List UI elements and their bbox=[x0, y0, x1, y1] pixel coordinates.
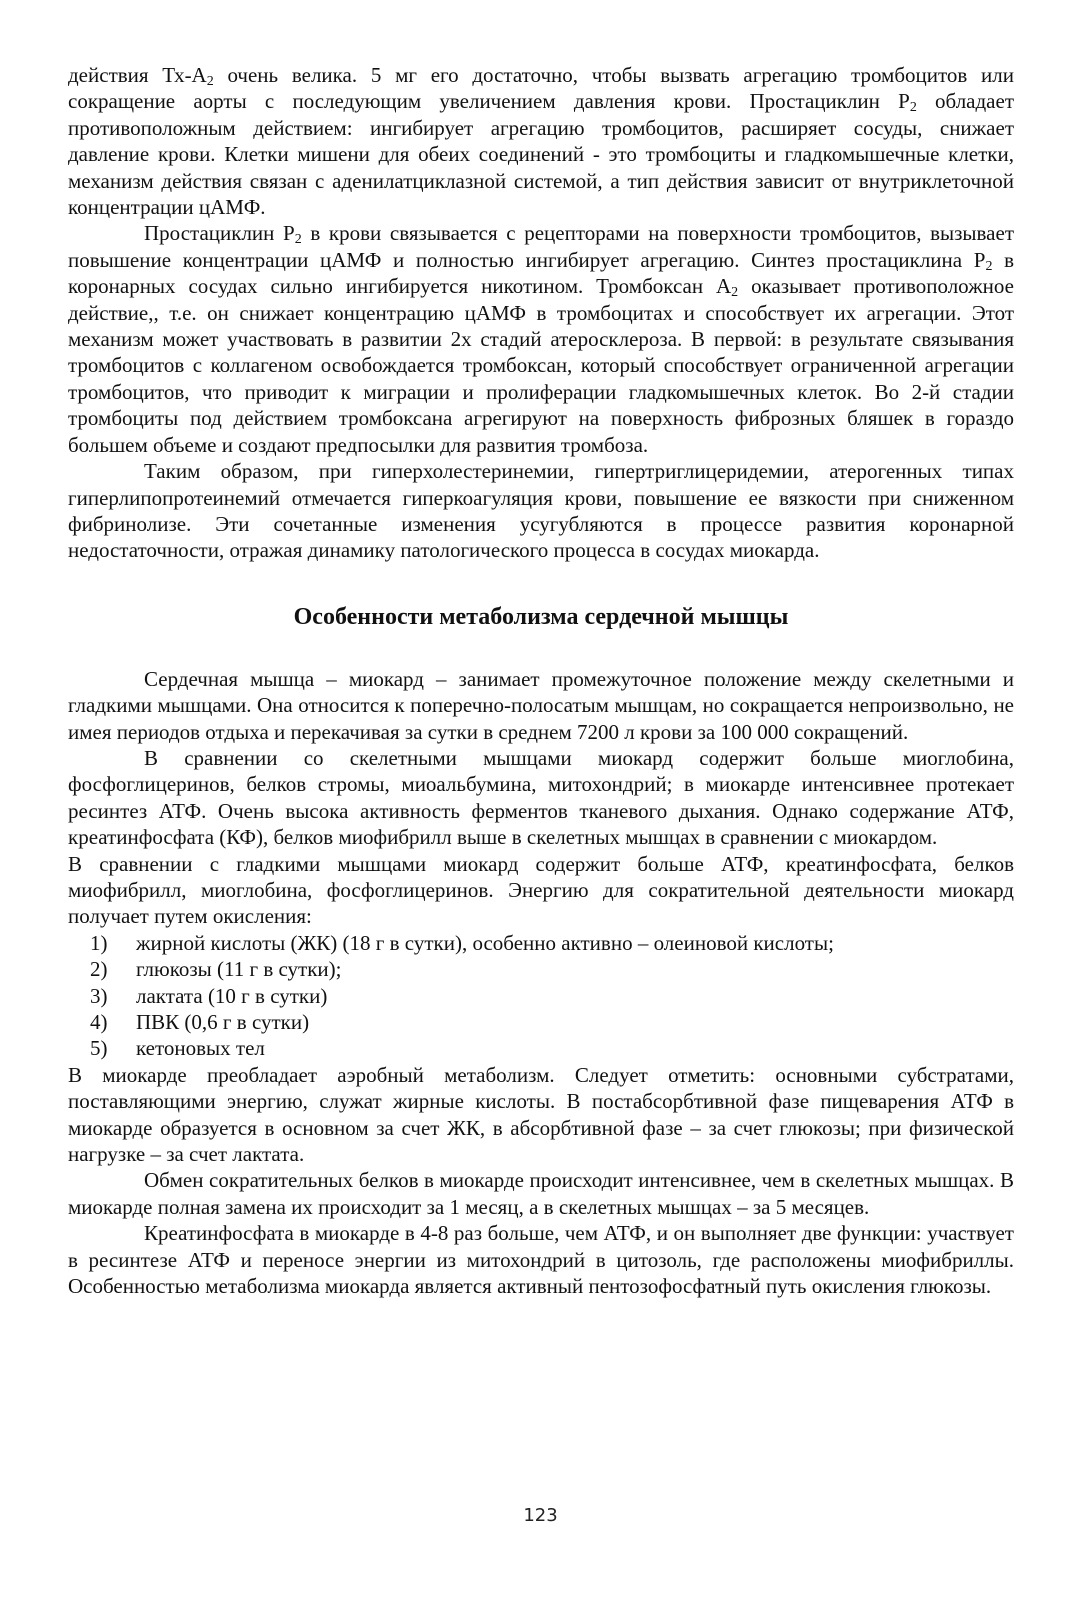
page-number: 123 bbox=[523, 1505, 558, 1526]
text-run: обладает противоположным действием: ингибирует агрегацию тромбоцитов, расширяет сосуды, снижает давление крови. Клетки мишени для обеих соединений - это тромбоциты и гладкомышечные клетки, механизм действия связан с аденилатциклазной системой, а тип действия зависит от внутриклеточной концентрации цАМФ. bbox=[68, 89, 1015, 220]
text-run: Простациклин Р bbox=[144, 221, 295, 246]
list-item bbox=[68, 930, 1014, 956]
text-run: Креатинфосфата в миокарде в 4-8 раз больше, чем АТФ, и он выполняет две функции: участвует в ресинтезе АТФ и переносе энергии из митохондрий в цитозоль, где расположены миофибриллы. Особенностью метаболизма миокарда является активный пентозофосфатный путь окисления глюкозы. bbox=[68, 1221, 1014, 1299]
intro-paragraph-2 bbox=[68, 220, 1014, 458]
subscript: 2 bbox=[731, 285, 739, 301]
text-run: В сравнении с гладкими мышцами миокард содержит больше АТФ, креатинфосфата, белков миофибрилл, миоглобина, фосфоглицеринов. Энергию для сократительной деятельности миокард получает путем окисления: bbox=[68, 851, 1014, 929]
metabolism-section bbox=[68, 666, 1014, 930]
text-run: В сравнении со скелетными мышцами миокард содержит больше миоглобина, фосфоглицеринов, белков стромы, миоальбумина, митохондрий; в миокарде интенсивнее протекает ресинтез АТФ. Очень высока активность ферментов тканевого дыхания. Однако содержание АТФ, креатинфосфата (КФ), белков миофибрилл выше в скелетных мышцах в сравнении с миокардом. bbox=[68, 745, 1014, 850]
list-item bbox=[68, 1009, 1014, 1035]
list-item-text: ПВК (0,6 г в сутки) bbox=[136, 1010, 310, 1034]
subscript: 2 bbox=[985, 258, 993, 274]
intro-section bbox=[68, 62, 1014, 564]
intro-paragraph-1 bbox=[68, 62, 1014, 220]
conclusion-paragraph-2 bbox=[68, 1167, 1014, 1220]
list-item-number: 1) bbox=[90, 930, 108, 955]
metabolism-paragraph-2 bbox=[68, 745, 1014, 851]
list-item-number: 2) bbox=[90, 957, 108, 982]
metabolism-paragraph-3 bbox=[68, 851, 1014, 930]
subscript: 2 bbox=[206, 74, 214, 89]
section-heading: Особенности метаболизма сердечной мышцы bbox=[293, 603, 789, 630]
text-run: В миокарде преобладает аэробный метаболизм. Следует отметить: основными субстратами, поставляющими энергию, служат жирные кислоты. В постабсорбтивной фазе пищеварения АТФ в миокарде образуется в основном за счет ЖК, в абсорбтивной фазе – за счет глюкозы; при физической нагрузке – за счет лактата. bbox=[68, 1062, 1014, 1167]
text-run: в крови связывается с рецепторами на поверхности тромбоцитов, вызывает повышение концентрации цАМФ и полностью ингибирует агрегацию. Синтез простациклина Р bbox=[68, 221, 1014, 272]
subscript: 2 bbox=[909, 100, 917, 116]
text-run: в коронарных сосудах сильно ингибируется никотином. Тромбоксан А bbox=[68, 247, 1015, 299]
text-run: Таким образом, при гиперхолестеринемии, гипертриглицеридемии, атерогенных типах гиперлипопротеинемий отмечается гиперкоагуляция крови, повышение ее вязкости при сниженном фибринолизе. Эти сочетанные изменения усугубляются в процессе развития коронарной недостаточности, отражая динамику патологического процесса в сосудах миокарда. bbox=[68, 459, 1014, 563]
text-run: оказывает противоположное действие,, т.е. он снижает концентрацию цАМФ в тромбоцитах и способствует их агрегации. Этот механизм может участвовать в развитии 2х стадий атеросклероза. В первой: в результате связывания тромбоцитов с коллагеном освобождается тромбоксан, который способствует ограниченной агрегации тромбоцитов, что приводит к миграции и пролиферации гладкомышечных клеток. Во 2-й стадии тромбоциты под действием тромбоксана агрегируют на поверхность фиброзных бляшек в гораздо большем объеме и создают предпосылки для развития тромбоза. bbox=[68, 274, 1014, 457]
conclusion-paragraph-1 bbox=[68, 1062, 1014, 1168]
list-item-text: жирной кислоты (ЖК) (18 г в сутки), особенно активно – олеиновой кислоты; bbox=[136, 930, 834, 955]
list-item-text: глюкозы (11 г в сутки); bbox=[136, 957, 342, 982]
document-page bbox=[68, 62, 1014, 1299]
list-item-number: 3) bbox=[90, 983, 108, 1008]
text-run: действия Тх-А bbox=[68, 63, 207, 87]
metabolism-conclusion-section bbox=[68, 1062, 1014, 1300]
text-run: Обмен сократительных белков в миокарде происходит интенсивнее, чем в скелетных мышцах. В миокарде полная замена их происходит за 1 месяц, а в скелетных мышцах – за 5 месяцев. bbox=[68, 1168, 1014, 1219]
list-item bbox=[68, 956, 1014, 982]
list-item-text: лактата (10 г в сутки) bbox=[136, 983, 328, 1008]
oxidation-substrate-list bbox=[68, 930, 1014, 1062]
list-item-number: 4) bbox=[90, 1010, 108, 1034]
list-item bbox=[68, 1035, 1014, 1061]
conclusion-paragraph-3 bbox=[68, 1220, 1014, 1299]
text-run: Сердечная мышца – миокард – занимает промежуточное положение между скелетными и гладкими мышцами. Она относится к поперечно-полосатым мышцам, но сокращается непроизвольно, не имея периодов отдыха и перекачивая за сутки в среднем 7200 л крови за 100 000 сокращений. bbox=[68, 666, 1014, 744]
list-item-text: кетоновых тел bbox=[136, 1036, 265, 1061]
metabolism-paragraph-1 bbox=[68, 666, 1014, 745]
subscript: 2 bbox=[294, 232, 302, 248]
list-item-number: 5) bbox=[90, 1036, 108, 1061]
intro-paragraph-3 bbox=[68, 458, 1014, 564]
list-item bbox=[68, 983, 1014, 1009]
text-run: очень велика. 5 мг его достаточно, чтобы вызвать агрегацию тромбоцитов или сокращение аорты с последующим увеличением давления крови. Простациклин Р bbox=[68, 63, 1014, 114]
